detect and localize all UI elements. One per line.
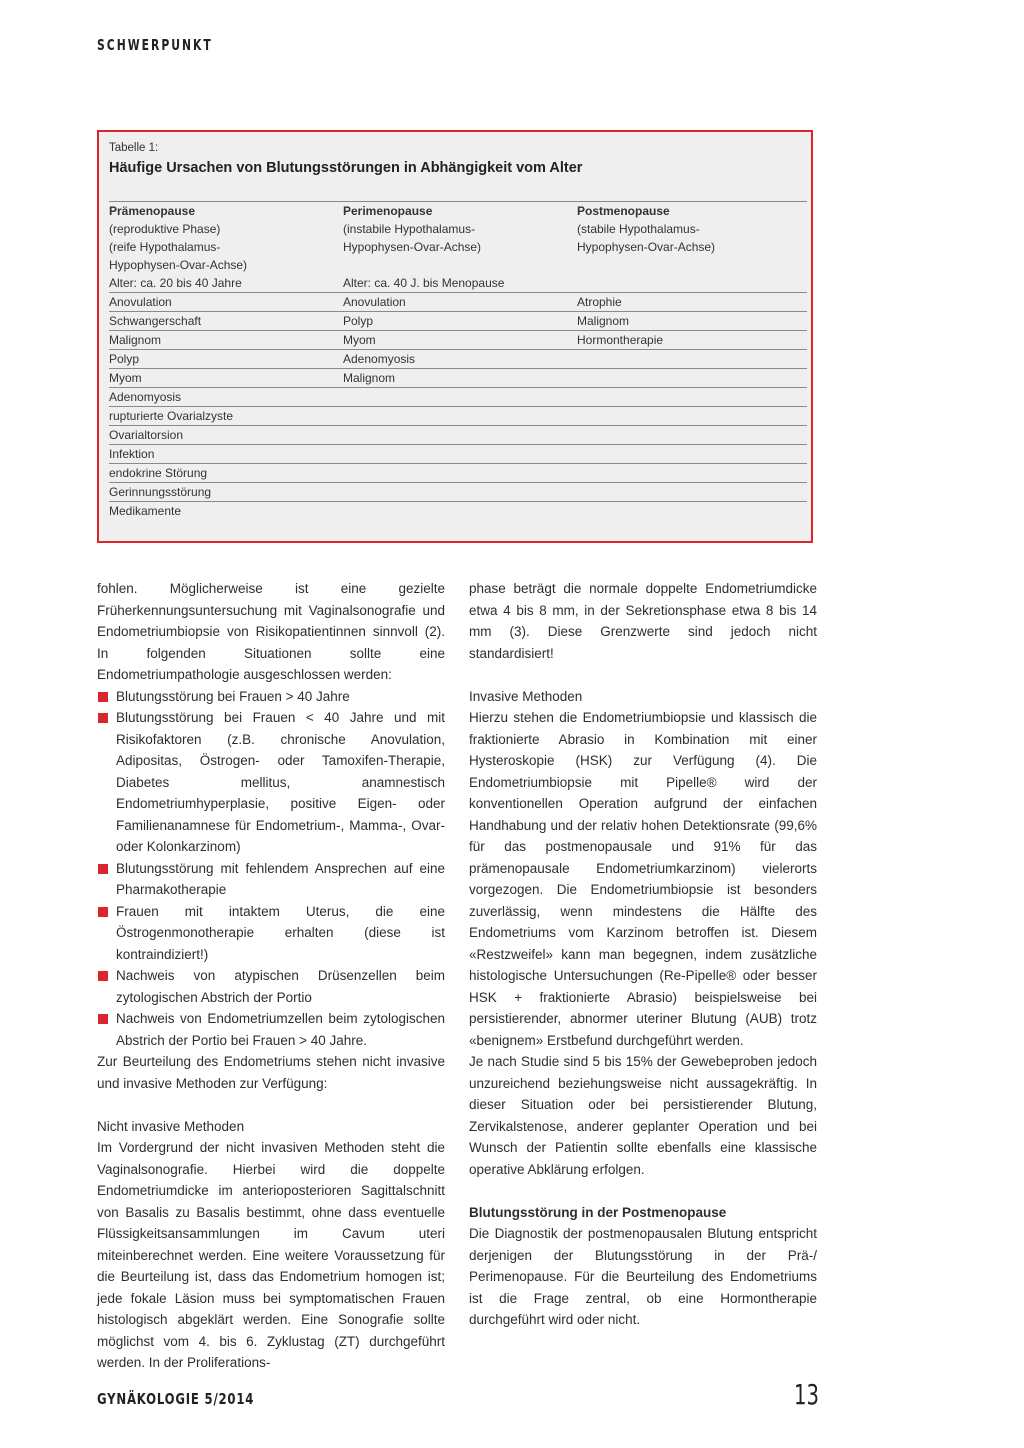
table-cell: Myom	[343, 333, 376, 347]
table-row	[109, 407, 807, 426]
table-cell	[343, 426, 577, 444]
table-cell: (instabile Hypothalamus-	[343, 222, 476, 236]
table-cell: Ovarialtorsion	[109, 428, 184, 442]
table-cell	[577, 502, 807, 520]
table-cell: Hypophysen-Ovar-Achse)	[577, 240, 716, 254]
table-cell: Adenomyosis	[109, 390, 182, 404]
table-cell	[577, 369, 807, 387]
table-cell	[343, 407, 577, 425]
list-item: Nachweis von atypischen Drüsenzellen beim zytologischen Abstrich der Portio	[97, 965, 445, 1008]
table-cell: Gerinnungsstörung	[109, 485, 212, 499]
table-cell	[343, 483, 577, 501]
page-number: 13	[794, 1378, 819, 1411]
table-cell	[577, 256, 807, 274]
square-bullet-icon	[98, 864, 108, 874]
list-item: Blutungsstörung bei Frauen > 40 Jahre	[97, 686, 445, 708]
table-cell	[343, 445, 577, 463]
journal-footer: GYNÄKOLOGIE 5/2014	[97, 1390, 255, 1408]
table-cell: Anovulation	[109, 295, 172, 309]
table-row	[109, 445, 807, 464]
table-grid	[109, 201, 807, 520]
table-cell: (reife Hypothalamus-	[109, 240, 221, 254]
table-cell: Polyp	[109, 352, 140, 366]
table-subheader-row	[109, 256, 807, 274]
paragraph: Je nach Studie sind 5 bis 15% der Gewebeproben jedoch unzureichend beziehungsweise nicht aussagekräftig. In dieser Situation oder bei persistierender Blutung, Zervikalstenose, anderer geplanter Operation und bei Wunsch der Patientin sollte ebenfalls eine klassische operative Abklärung erfolgen.	[469, 1054, 817, 1177]
paragraph: Im Vordergrund der nicht invasiven Methoden steht die Vaginalsonografie. Hierbei wird die doppelte Endometriumdicke im anterioposterioren Sagittalschnitt von Basalis zu Basalis bestimmt, ohne dass eventuelle Flüssigkeitsansammlungen im Cavum uteri miteinberechnet werden. Eine weitere Voraussetzung für die Beurteilung ist, dass das Endometrium homogen ist; jede fokale Läsion muss bei symptomatischen Frauen histologisch abgeklärt werden. Eine Sonografie sollte möglichst vom 4. bis 6. Zyklustag (ZT) durchgeführt werden. In der Proliferations-	[97, 1140, 445, 1370]
table-row	[109, 388, 807, 407]
table-label: Tabelle 1:	[109, 142, 159, 154]
table-cell	[577, 274, 807, 292]
table-cell: Polyp	[343, 314, 374, 328]
table-header-cell: Postmenopause	[577, 204, 670, 218]
table-cell: Atrophie	[577, 295, 622, 309]
table-header-cell: Prämenopause	[109, 204, 196, 218]
paragraph: Hierzu stehen die Endometriumbiopsie und klassisch die fraktionierte Abrasio in Kombination mit einer Hysteroskopie (HSK) zur Verfügung (4). Die Endometriumbiopsie mit Pipelle® wird der konventionellen Operation aufgrund der einfachen Handhabung und der relativ hohen Detektionsrate (99,6% für das postmenopausale und 91% für das prämenopausale Endometriumkarzinom) vielerorts vorgezogen. Die Endometriumbiopsie ist besonders zuverlässig, wenn mindestens die Hälfte des Endometriums vom Karzinom betroffen ist. Diesem «Restzweifel» kann man begegnen, indem zusätzliche histologische Untersuchungen (Re-Pipelle® oder besser HSK + fraktionierte Abrasio) beispielsweise bei persistierender, abnormer uteriner Blutung (AUB) trotz «benignem» Erstbefund durchgeführt werden.	[469, 710, 817, 1048]
table-subheader-row	[109, 274, 807, 293]
list-item: Blutungsstörung bei Frauen < 40 Jahre und mit Risikofaktoren (z.B. chronische Anovulation, Adipositas, Östrogen- oder Tamoxifen-Therapie, Diabetes mellitus, anamnestisch Endometriumhyperplasie, positive Eigen- oder Familienanamnese für Endometrium-, Mamma-, Ovar- oder Kolonkarzinom)	[97, 707, 445, 858]
table-header-row	[109, 202, 807, 220]
list-item: Frauen mit intaktem Uterus, die eine Östrogenmonotherapie erhalten (diese ist kontraindiziert!)	[97, 901, 445, 966]
table-cell	[343, 256, 577, 274]
table-cell: Medikamente	[109, 504, 182, 518]
square-bullet-icon	[98, 713, 108, 723]
list-item: Blutungsstörung mit fehlendem Ansprechen auf eine Pharmakotherapie	[97, 858, 445, 901]
table-cell	[577, 464, 807, 482]
table-row	[109, 312, 807, 331]
table-cell: Malignom	[343, 371, 396, 385]
square-bullet-icon	[98, 1014, 108, 1024]
table-cell	[343, 388, 577, 406]
table-cell: Anovulation	[343, 295, 406, 309]
paragraph: Zur Beurteilung des Endometriums stehen nicht invasive und invasive Methoden zur Verfügung:	[97, 1054, 445, 1091]
table-cell: (reproduktive Phase)	[109, 222, 221, 236]
paragraph: Die Diagnostik der postmenopausalen Blutung entspricht derjenigen der Blutungsstörung in der Prä-/ Perimenopause. Für die Beurteilung des Endometriums ist die Frage zentral, ob eine Hormontherapie durchgeführt wird oder nicht.	[469, 1226, 817, 1327]
left-column	[97, 578, 445, 1374]
table-cell	[343, 464, 577, 482]
table-cell: Malignom	[577, 314, 630, 328]
section-heading: Nicht invasive Methoden	[97, 1118, 245, 1134]
table-cell: Infektion	[109, 447, 155, 461]
table-row	[109, 331, 807, 350]
table-box	[97, 130, 813, 543]
table-cell: Alter: ca. 40 J. bis Menopause	[343, 276, 505, 290]
table-cell: (stabile Hypothalamus-	[577, 222, 700, 236]
table-row	[109, 464, 807, 483]
section-heading: Invasive Methoden	[469, 688, 583, 704]
right-column	[469, 578, 817, 1331]
table-title: Häufige Ursachen von Blutungsstörungen in Abhängigkeit vom Alter	[109, 160, 583, 176]
table-subheader-row	[109, 220, 807, 238]
table-row	[109, 426, 807, 445]
table-row	[109, 350, 807, 369]
table-cell	[577, 483, 807, 501]
bullet-list	[97, 686, 445, 1052]
square-bullet-icon	[98, 907, 108, 917]
table-cell: Adenomyosis	[343, 352, 416, 366]
section-header: SCHWERPUNKT	[97, 36, 213, 54]
table-cell: Myom	[109, 371, 142, 385]
table-row	[109, 483, 807, 502]
table-cell: Alter: ca. 20 bis 40 Jahre	[109, 276, 242, 290]
table-cell: Malignom	[109, 333, 162, 347]
table-cell: Hypophysen-Ovar-Achse)	[343, 240, 482, 254]
paragraph: phase beträgt die normale doppelte Endometriumdicke etwa 4 bis 8 mm, in der Sekretionsphase etwa 8 bis 14 mm (3). Diese Grenzwerte sind jedoch nicht standardisiert!	[469, 581, 817, 661]
table-row	[109, 293, 807, 312]
table-cell: rupturierte Ovarialzyste	[109, 409, 234, 423]
table-cell	[577, 407, 807, 425]
table-row	[109, 369, 807, 388]
list-item: Nachweis von Endometriumzellen beim zytologischen Abstrich der Portio bei Frauen > 40 Jahre.	[97, 1008, 445, 1051]
square-bullet-icon	[98, 692, 108, 702]
table-cell: Schwangerschaft	[109, 314, 202, 328]
table-cell: Hormontherapie	[577, 333, 664, 347]
table-row	[109, 502, 807, 520]
table-cell: endokrine Störung	[109, 466, 208, 480]
table-cell	[577, 426, 807, 444]
table-cell	[343, 502, 577, 520]
table-header-cell: Perimenopause	[343, 204, 433, 218]
table-cell	[577, 388, 807, 406]
table-cell	[577, 350, 807, 368]
section-heading: Blutungsstörung in der Postmenopause	[469, 1204, 727, 1220]
table-cell	[577, 445, 807, 463]
table-cell: Hypophysen-Ovar-Achse)	[109, 258, 248, 272]
paragraph: fohlen. Möglicherweise ist eine gezielte Früherkennungsuntersuchung mit Vaginalsonografie und Endometriumbiopsie von Risikopatientinnen sinnvoll (2). In folgenden Situationen sollte eine Endometriumpathologie ausgeschlossen werden:	[97, 581, 445, 682]
table-subheader-row	[109, 238, 807, 256]
square-bullet-icon	[98, 971, 108, 981]
